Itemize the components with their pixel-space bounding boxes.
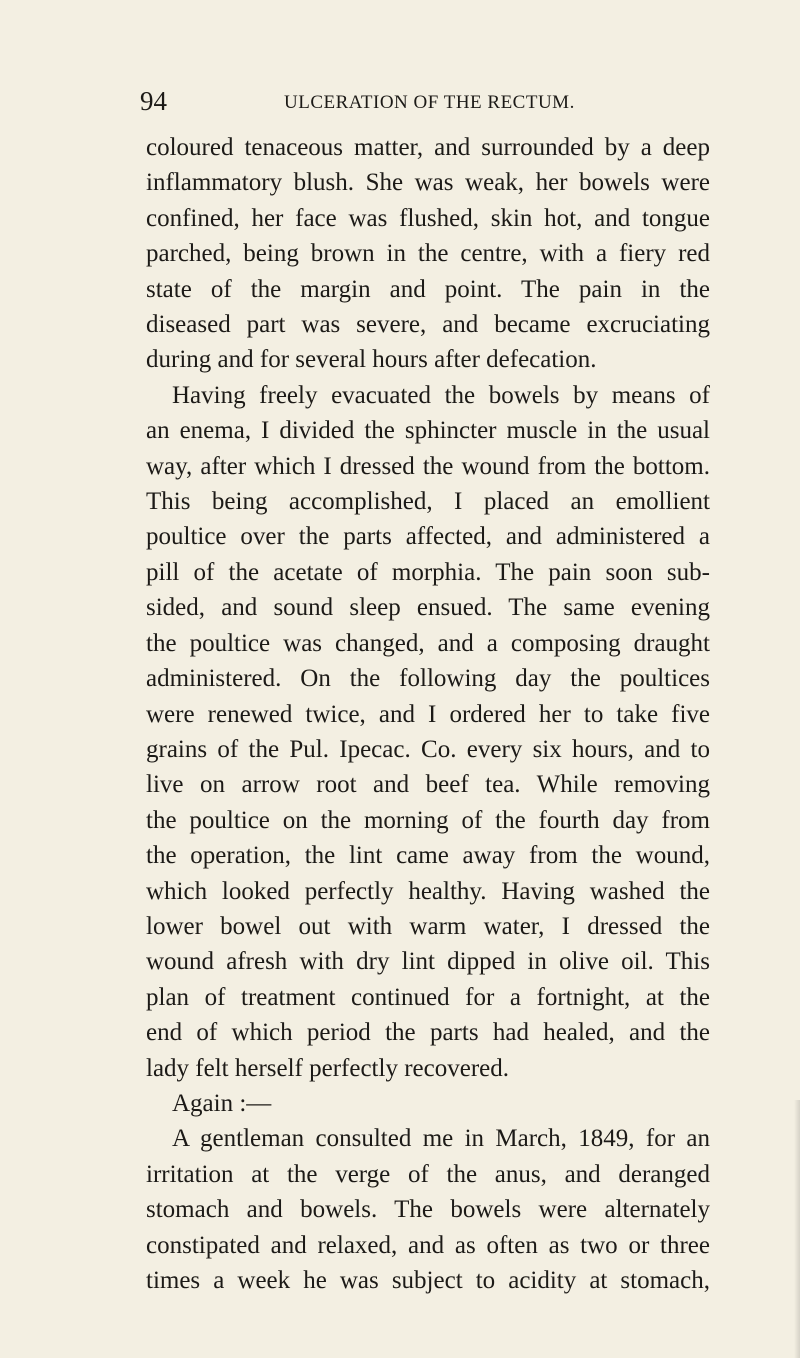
body-text bbox=[146, 130, 710, 1298]
text-line: were renewed twice, and I ordered her to take five bbox=[146, 700, 710, 728]
text-line: an enema, I divided the sphincter muscle in the usual bbox=[146, 417, 710, 445]
page-edge-shadow bbox=[794, 1100, 800, 1358]
text-line: live on arrow root and beef tea. While removing bbox=[146, 771, 710, 799]
text-line: poultice over the parts affected, and administered a bbox=[146, 523, 710, 551]
text-line: sided, and sound sleep ensued. The same evening bbox=[146, 594, 710, 622]
page-header bbox=[140, 86, 720, 120]
text-line: the poultice was changed, and a composing draught bbox=[146, 629, 710, 657]
text-line: way, after which I dressed the wound from the bottom. bbox=[146, 452, 710, 480]
text-line: state of the margin and point. The pain in the bbox=[146, 275, 710, 303]
text-line: constipated and relaxed, and as often as two or three bbox=[146, 1231, 710, 1259]
paragraph-start-line: Again :— bbox=[172, 1089, 272, 1117]
text-line: inflammatory blush. She was weak, her bowels were bbox=[146, 169, 710, 197]
text-line: plan of treatment continued for a fortnight, at the bbox=[146, 983, 710, 1011]
text-line: pill of the acetate of morphia. The pain soon sub- bbox=[146, 558, 710, 586]
text-line: during and for several hours after defecation. bbox=[146, 346, 597, 374]
text-line: lower bowel out with warm water, I dressed the bbox=[146, 912, 710, 940]
text-line: wound afresh with dry lint dipped in olive oil. This bbox=[146, 948, 710, 976]
text-line: which looked perfectly healthy. Having washed the bbox=[146, 877, 710, 905]
text-line: the operation, the lint came away from the wound, bbox=[146, 842, 710, 870]
paragraph-start-line: A gentleman consulted me in March, 1849, for an bbox=[172, 1125, 710, 1153]
text-line: irritation at the verge of the anus, and deranged bbox=[146, 1160, 710, 1188]
text-line: confined, her face was flushed, skin hot, and tongue bbox=[146, 204, 710, 232]
text-line: the poultice on the morning of the fourth day from bbox=[146, 806, 710, 834]
text-line: parched, being brown in the centre, with a fiery red bbox=[146, 240, 710, 268]
page-number: 94 bbox=[140, 86, 167, 116]
text-line: This being accomplished, I placed an emollient bbox=[146, 488, 710, 516]
text-line: grains of the Pul. Ipecac. Co. every six hours, and to bbox=[146, 735, 710, 763]
text-line: administered. On the following day the poultices bbox=[146, 665, 710, 693]
text-line: end of which period the parts had healed, and the bbox=[146, 1019, 710, 1047]
text-line: times a week he was subject to acidity at stomach, bbox=[146, 1267, 710, 1294]
text-line: diseased part was severe, and became excruciating bbox=[146, 311, 710, 339]
text-line: lady felt herself perfectly recovered. bbox=[146, 1054, 509, 1082]
text-line: coloured tenaceous matter, and surrounded by a deep bbox=[146, 134, 710, 161]
text-line: stomach and bowels. The bowels were alternately bbox=[146, 1196, 710, 1224]
running-title: ULCERATION OF THE RECTUM. bbox=[284, 92, 575, 113]
paragraph-start-line: Having freely evacuated the bowels by means of bbox=[172, 381, 710, 409]
